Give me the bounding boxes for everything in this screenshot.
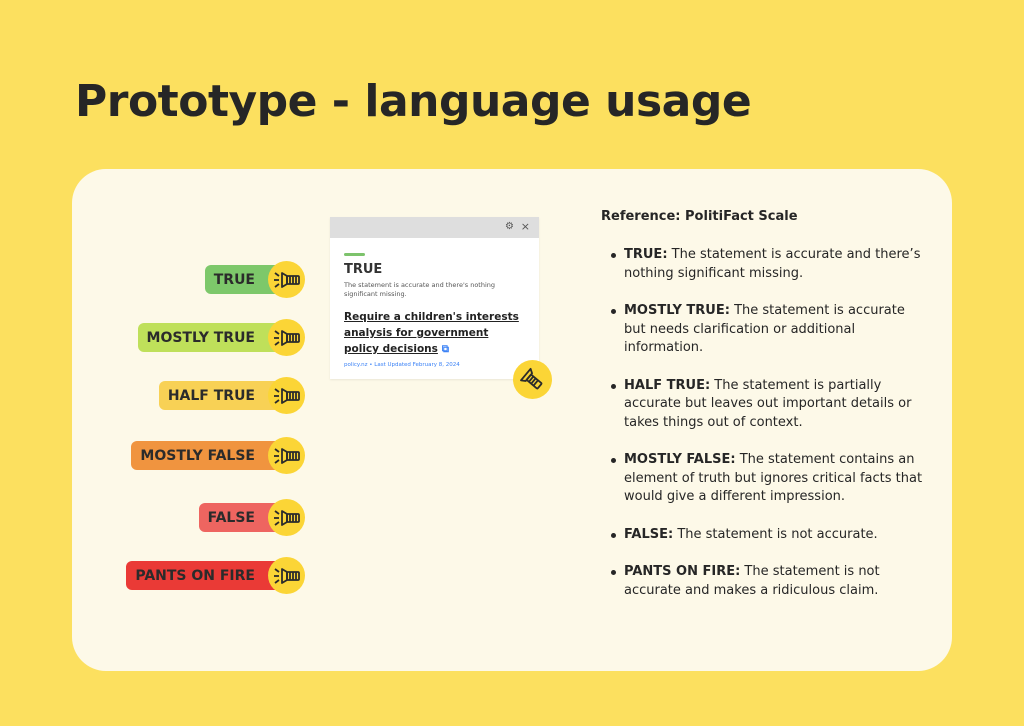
rating-label-row (100, 437, 305, 473)
popup-source: policy.nz • Last Updated February 8, 2024 (344, 362, 460, 368)
reference-term: PANTS ON FIRE: (624, 564, 741, 579)
reference-term: HALF TRUE: (624, 377, 711, 393)
reference-definition: The statement is partially accurate but leaves out important details or takes things out of context. (624, 377, 912, 430)
reference-definition: The statement contains an element of truth but ignores critical facts that would give a different impression. (624, 452, 923, 504)
page-title: Prototype - language usage (75, 76, 752, 127)
reference-definition: The statement is not accurate. (673, 526, 878, 542)
popup-description: The statement is accurate and there's nothing significant missing. (344, 281, 496, 298)
reference-definition: The statement is accurate and there’s nothing significant missing. (624, 247, 921, 281)
reference-term: MOSTLY FALSE: (624, 452, 736, 467)
popup-link-text[interactable]: Require a children's interests analysis for government policy decisions (344, 311, 519, 355)
reference-term: TRUE: (624, 247, 668, 262)
popup-titlebar (330, 217, 539, 238)
reference-definition: The statement is accurate but needs clarification or additional information. (624, 303, 905, 355)
reference-definition: The statement is not accurate and makes a ridiculous claim. (624, 564, 880, 598)
verdict-accent-bar (344, 253, 365, 256)
reference-item (624, 526, 924, 545)
reference-list (624, 246, 924, 619)
external-link-icon[interactable]: ⧉ (441, 344, 450, 355)
rating-label: PANTS ON FIRE (126, 561, 285, 590)
reference-term: MOSTLY TRUE: (624, 303, 730, 318)
flashlight-icon (268, 261, 305, 298)
reference-item (624, 302, 924, 358)
reference-term: FALSE: (624, 526, 674, 542)
gear-icon[interactable]: ⚙ (505, 221, 514, 232)
flashlight-icon (268, 499, 305, 536)
reference-item (624, 377, 924, 433)
popup-article-link[interactable] (344, 309, 519, 358)
reference-item (624, 563, 924, 600)
rating-label: HALF TRUE (159, 381, 285, 410)
fact-check-popup (330, 217, 539, 379)
popup-verdict: TRUE (344, 262, 383, 277)
flashlight-icon (268, 437, 305, 474)
flashlight-icon (268, 377, 305, 414)
flashlight-icon (268, 319, 305, 356)
reference-item (624, 451, 924, 507)
flashlight-badge-icon[interactable] (513, 360, 552, 399)
rating-label: MOSTLY TRUE (138, 323, 285, 352)
rating-label-row (100, 377, 305, 413)
reference-item (624, 246, 924, 283)
flashlight-icon (268, 557, 305, 594)
rating-label: TRUE (205, 265, 285, 294)
flashlight-icon (519, 366, 547, 394)
rating-label-row (100, 499, 305, 535)
close-icon[interactable]: × (520, 220, 530, 233)
rating-label-row (100, 319, 305, 355)
rating-label-row (100, 557, 305, 593)
rating-label: MOSTLY FALSE (131, 441, 285, 470)
rating-label: FALSE (199, 503, 285, 532)
reference-heading: Reference: PolitiFact Scale (601, 209, 798, 224)
rating-label-row (100, 261, 305, 297)
